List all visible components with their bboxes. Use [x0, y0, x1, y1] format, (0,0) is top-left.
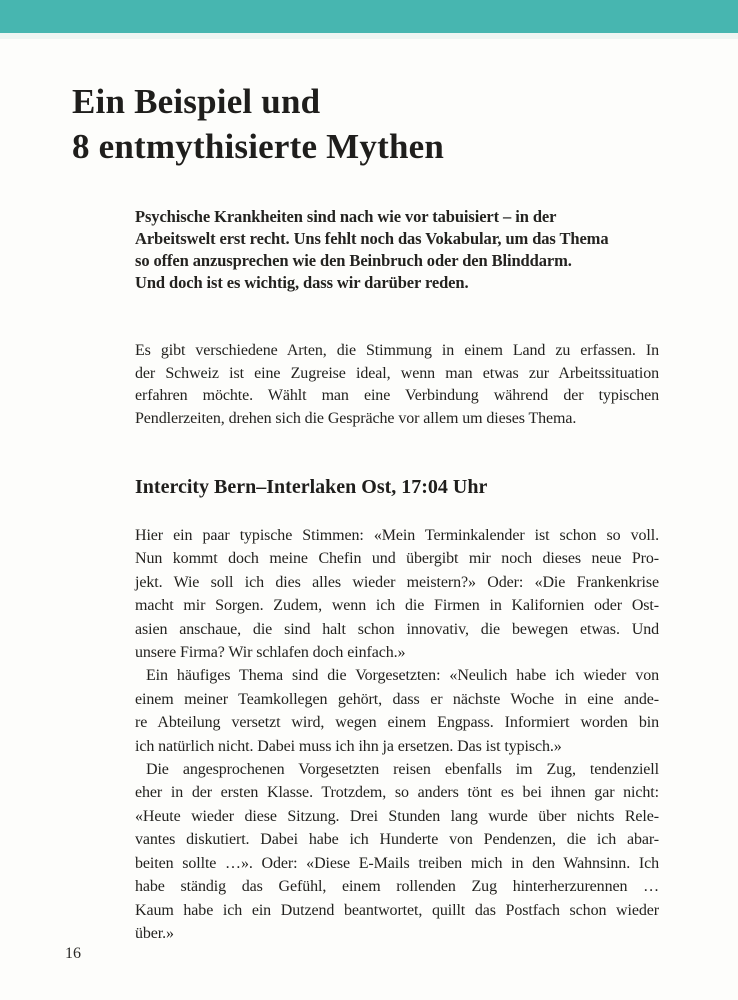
text-line: Und doch ist es wichtig, dass wir darüber reden.: [135, 273, 469, 292]
text-line: Kaum habe ich ein Dutzend beantwortet, quillt das Postfach schon wieder: [135, 901, 659, 919]
text-line: habe ständig das Gefühl, einem rollenden Zug hinterherzurennen …: [135, 878, 659, 896]
text-line: Nun kommt doch meine Chefin und übergibt mir noch dieses neue Pro-: [135, 550, 659, 568]
text-line: über.»: [135, 924, 174, 942]
text-line: ich natürlich nicht. Dabei muss ich ihn ja ersetzen. Das ist typisch.»: [135, 737, 562, 755]
text-line: asien anschaue, die sind halt schon innovativ, die bewegen etwas. Und: [135, 620, 659, 638]
text-line: erfahren möchte. Wählt man eine Verbindung während der typischen: [135, 387, 659, 404]
text-line: vantes diskutiert. Dabei habe ich Hunderte von Pendenzen, die ich abar-: [135, 831, 659, 849]
text-line: Pendlerzeiten, drehen sich die Gespräche vor allem um dieses Thema.: [135, 409, 577, 427]
section-heading: Intercity Bern–Interlaken Ost, 17:04 Uhr: [135, 476, 488, 498]
chapter-title: [72, 79, 698, 169]
accent-bar-fade: [0, 33, 738, 39]
accent-bar: [0, 0, 738, 33]
text-line: re Abteilung versetzt wird, wegen einem Engpass. Informiert worden bin: [135, 714, 659, 732]
body-paragraph: [135, 524, 659, 664]
text-line: einem meiner Teamkollegen gehört, dass er nächste Woche in eine ande-: [135, 690, 659, 708]
text-line: macht mir Sorgen. Zudem, wenn ich die Firmen in Kalifornien oder Ost-: [135, 597, 659, 615]
body-paragraph: [135, 664, 659, 758]
text-line: so offen anzusprechen wie den Beinbruch oder den Blinddarm.: [135, 251, 572, 270]
lead-paragraph: [135, 340, 659, 430]
text-line: beiten sollte …». Oder: «Diese E-Mails treiben mich in den Wahnsinn. Ich: [135, 854, 659, 872]
chapter-title-line: Ein Beispiel und: [72, 82, 321, 121]
chapter-title-line: 8 entmythisierte Mythen: [72, 127, 445, 166]
text-line: unsere Firma? Wir schlafen doch einfach.»: [135, 644, 406, 662]
body-text: [135, 524, 659, 945]
text-line: der Schweiz ist eine Zugreise ideal, wenn man etwas zur Arbeitssituation: [135, 364, 659, 382]
text-line: jekt. Wie soll ich dies alles wieder meistern?» Oder: «Die Frankenkrise: [135, 573, 659, 591]
page-number: 16: [65, 945, 81, 962]
text-line: Arbeitswelt erst recht. Uns fehlt noch das Vokabular, um das Thema: [135, 229, 609, 248]
text-line: Ein häufiges Thema sind die Vorgesetzten: «Neulich habe ich wieder von: [146, 667, 659, 685]
text-line: Es gibt verschiedene Arten, die Stimmung in einem Land zu erfassen. In: [135, 342, 659, 359]
intro-paragraph: [135, 206, 668, 294]
text-line: eher in der ersten Klasse. Trotzdem, so anders tönt es bei ihnen gar nicht:: [135, 784, 659, 802]
text-line: Psychische Krankheiten sind nach wie vor tabuisiert – in der: [135, 207, 557, 226]
text-line: «Heute wieder diese Sitzung. Drei Stunden lang wurde über nichts Rele-: [135, 807, 659, 825]
text-line: Die angesprochenen Vorgesetzten reisen ebenfalls im Zug, tendenziell: [146, 761, 659, 779]
text-line: Hier ein paar typische Stimmen: «Mein Terminkalender ist schon so voll.: [135, 527, 659, 544]
body-paragraph: [135, 758, 659, 945]
